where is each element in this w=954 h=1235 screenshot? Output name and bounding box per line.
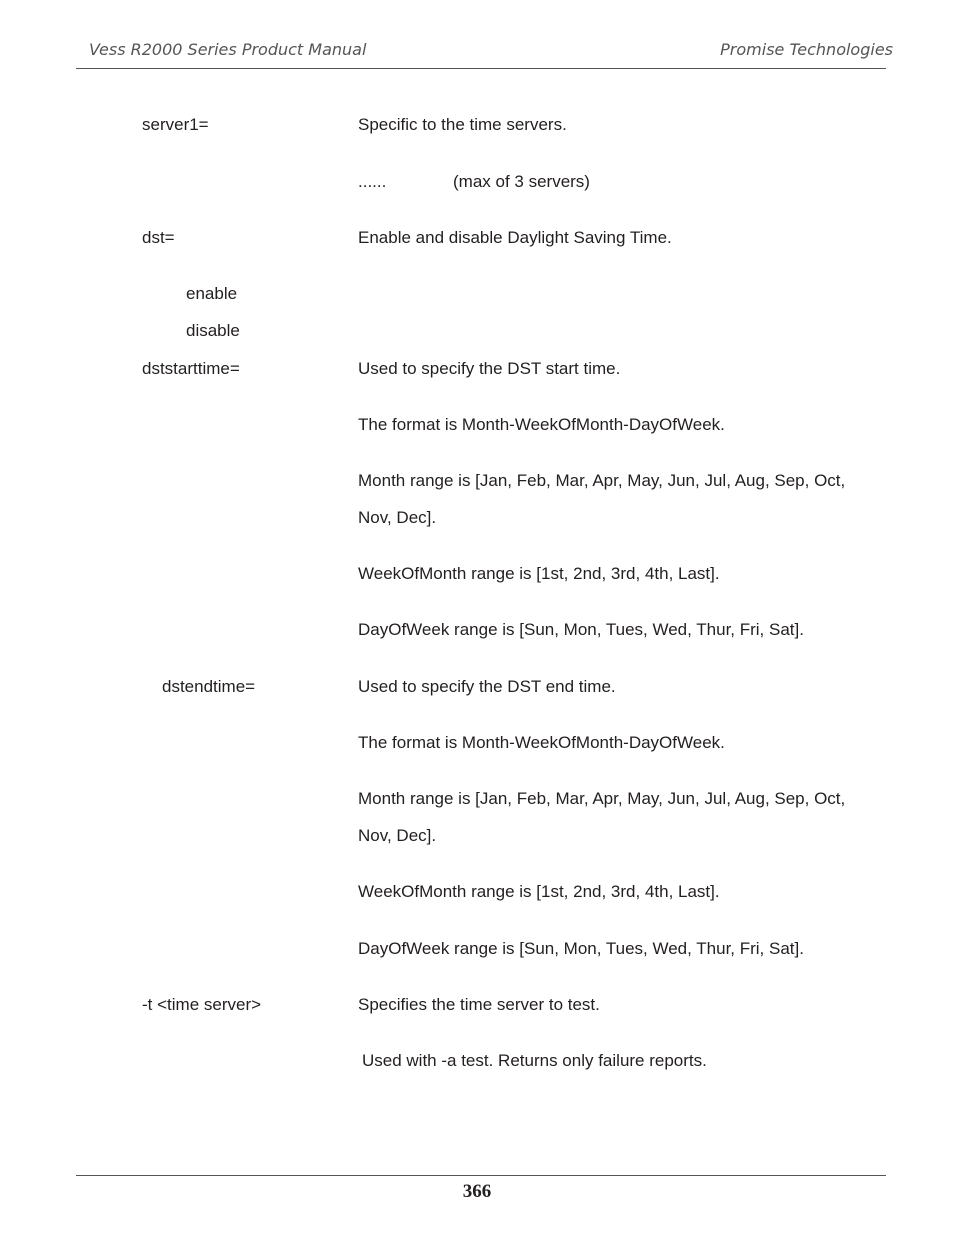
header-divider xyxy=(76,68,886,69)
page-number: 366 xyxy=(462,1181,492,1202)
end-week-range: WeekOfMonth range is [1st, 2nd, 3rd, 4th, Last]. xyxy=(358,882,720,901)
start-month-range-line1: Month range is [Jan, Feb, Mar, Apr, May, Jun, Jul, Aug, Sep, Oct, xyxy=(358,471,846,490)
param-t-description: Specifies the time server to test. xyxy=(358,995,600,1014)
option-enable: enable xyxy=(186,284,238,303)
header-company: Promise Technologies xyxy=(720,40,893,59)
param-dstendtime: dstendtime= xyxy=(162,677,256,696)
header-manual-title: Vess R2000 Series Product Manual xyxy=(89,40,367,59)
end-month-range-line1: Month range is [Jan, Feb, Mar, Apr, May, Jun, Jul, Aug, Sep, Oct, xyxy=(358,789,846,808)
end-format-text: The format is Month-WeekOfMonth-DayOfWeek. xyxy=(358,733,725,752)
param-dststarttime-description: Used to specify the DST start time. xyxy=(358,359,621,378)
footer-divider xyxy=(76,1175,886,1176)
ellipsis: ...... xyxy=(358,172,387,191)
param-t-description-2: Used with -a test. Returns only failure reports. xyxy=(362,1051,707,1070)
param-dstendtime-description: Used to specify the DST end time. xyxy=(358,677,616,696)
param-dststarttime: dststarttime= xyxy=(142,359,240,378)
end-day-range: DayOfWeek range is [Sun, Mon, Tues, Wed, Thur, Fri, Sat]. xyxy=(358,939,804,958)
max-servers-note: (max of 3 servers) xyxy=(453,172,590,191)
param-t-time-server: -t <time server> xyxy=(142,995,262,1014)
start-week-range: WeekOfMonth range is [1st, 2nd, 3rd, 4th, Last]. xyxy=(358,564,720,583)
param-server1: server1= xyxy=(142,115,209,134)
param-server1-description: Specific to the time servers. xyxy=(358,115,567,134)
param-dst: dst= xyxy=(142,228,175,247)
option-disable: disable xyxy=(186,321,240,340)
start-day-range: DayOfWeek range is [Sun, Mon, Tues, Wed, Thur, Fri, Sat]. xyxy=(358,620,804,639)
start-format-text: The format is Month-WeekOfMonth-DayOfWeek. xyxy=(358,415,725,434)
end-month-range-line2: Nov, Dec]. xyxy=(358,826,437,845)
param-dst-description: Enable and disable Daylight Saving Time. xyxy=(358,228,672,247)
start-month-range-line2: Nov, Dec]. xyxy=(358,508,437,527)
